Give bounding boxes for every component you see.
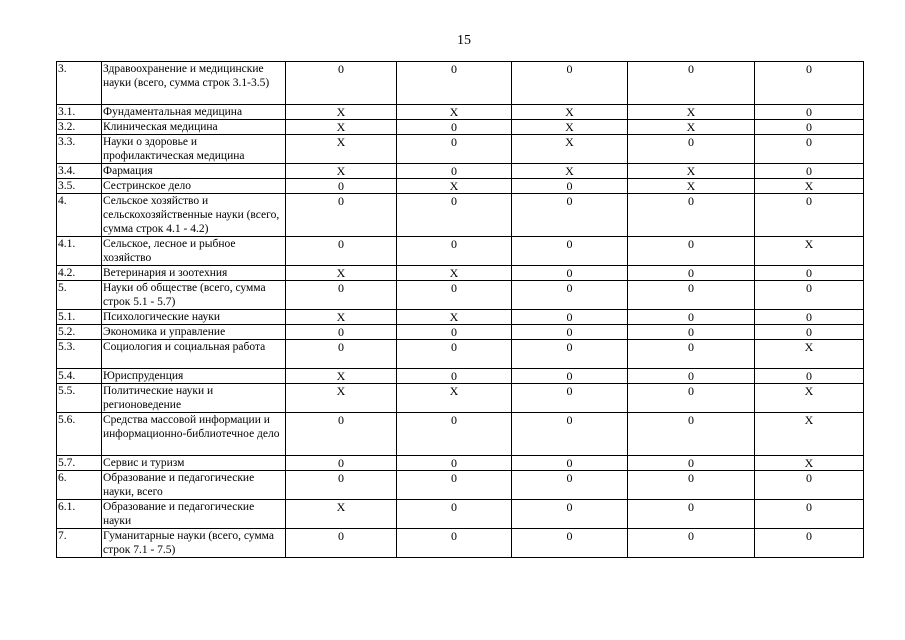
row-number-cell: 6. xyxy=(57,471,102,500)
table-row xyxy=(57,237,864,266)
value-cell: 0 xyxy=(628,500,755,529)
value-cell: X xyxy=(755,384,864,413)
value-cell: 0 xyxy=(512,384,628,413)
value-cell: X xyxy=(397,266,512,281)
row-number-cell: 7. xyxy=(57,529,102,558)
table-row xyxy=(57,266,864,281)
row-number-cell: 5.3. xyxy=(57,340,102,369)
row-name-cell: Сельское, лесное и рыбное хозяйство xyxy=(102,237,286,266)
value-cell: 0 xyxy=(397,120,512,135)
value-cell: 0 xyxy=(628,135,755,164)
value-cell: 0 xyxy=(286,456,397,471)
value-cell: 0 xyxy=(512,413,628,456)
value-cell: X xyxy=(755,237,864,266)
value-cell: X xyxy=(628,120,755,135)
value-cell: 0 xyxy=(755,164,864,179)
value-cell: 0 xyxy=(512,194,628,237)
row-number-cell: 4.1. xyxy=(57,237,102,266)
row-name-cell: Науки о здоровье и профилактическая медицина xyxy=(102,135,286,164)
value-cell: 0 xyxy=(512,179,628,194)
value-cell: 0 xyxy=(628,384,755,413)
value-cell: 0 xyxy=(628,266,755,281)
value-cell: X xyxy=(755,179,864,194)
value-cell: X xyxy=(755,340,864,369)
value-cell: X xyxy=(512,105,628,120)
value-cell: 0 xyxy=(628,529,755,558)
row-name-cell: Средства массовой информации и информационно-библиотечное дело xyxy=(102,413,286,456)
row-name-cell: Фундаментальная медицина xyxy=(102,105,286,120)
value-cell: X xyxy=(397,179,512,194)
row-name-cell: Образование и педагогические науки, всего xyxy=(102,471,286,500)
value-cell: 0 xyxy=(286,179,397,194)
row-name-cell: Политические науки и регионоведение xyxy=(102,384,286,413)
value-cell: 0 xyxy=(397,237,512,266)
value-cell: 0 xyxy=(755,62,864,105)
value-cell: X xyxy=(286,384,397,413)
value-cell: 0 xyxy=(628,194,755,237)
row-name-cell: Сервис и туризм xyxy=(102,456,286,471)
table-row xyxy=(57,164,864,179)
value-cell: 0 xyxy=(286,529,397,558)
value-cell: 0 xyxy=(628,340,755,369)
value-cell: 0 xyxy=(286,62,397,105)
row-name-cell: Ветеринария и зоотехния xyxy=(102,266,286,281)
row-number-cell: 3.4. xyxy=(57,164,102,179)
value-cell: 0 xyxy=(397,456,512,471)
value-cell: X xyxy=(628,164,755,179)
value-cell: 0 xyxy=(628,281,755,310)
value-cell: 0 xyxy=(397,529,512,558)
row-number-cell: 5.6. xyxy=(57,413,102,456)
value-cell: 0 xyxy=(286,325,397,340)
value-cell: 0 xyxy=(755,325,864,340)
page-number: 15 xyxy=(457,33,471,48)
value-cell: X xyxy=(286,164,397,179)
table-row xyxy=(57,120,864,135)
value-cell: 0 xyxy=(286,471,397,500)
value-cell: 0 xyxy=(286,413,397,456)
table-row xyxy=(57,62,864,105)
value-cell: X xyxy=(755,413,864,456)
row-number-cell: 5.1. xyxy=(57,310,102,325)
row-number-cell: 3.1. xyxy=(57,105,102,120)
value-cell: 0 xyxy=(397,164,512,179)
row-number-cell: 5.2. xyxy=(57,325,102,340)
row-number-cell: 3.5. xyxy=(57,179,102,194)
value-cell: X xyxy=(755,456,864,471)
value-cell: 0 xyxy=(512,266,628,281)
table-row xyxy=(57,135,864,164)
value-cell: 0 xyxy=(286,340,397,369)
row-name-cell: Сельское хозяйство и сельскохозяйственные науки (всего, сумма строк 4.1 - 4.2) xyxy=(102,194,286,237)
row-name-cell: Гуманитарные науки (всего, сумма строк 7.1 - 7.5) xyxy=(102,529,286,558)
value-cell: X xyxy=(397,310,512,325)
value-cell: 0 xyxy=(755,266,864,281)
value-cell: X xyxy=(512,135,628,164)
value-cell: 0 xyxy=(512,281,628,310)
value-cell: X xyxy=(286,105,397,120)
value-cell: X xyxy=(286,500,397,529)
value-cell: 0 xyxy=(397,325,512,340)
value-cell: 0 xyxy=(286,237,397,266)
value-cell: 0 xyxy=(755,529,864,558)
table-row xyxy=(57,413,864,456)
value-cell: 0 xyxy=(286,194,397,237)
value-cell: 0 xyxy=(397,413,512,456)
value-cell: 0 xyxy=(628,310,755,325)
value-cell: 0 xyxy=(628,471,755,500)
value-cell: 0 xyxy=(397,281,512,310)
row-name-cell: Экономика и управление xyxy=(102,325,286,340)
row-name-cell: Науки об обществе (всего, сумма строк 5.1 - 5.7) xyxy=(102,281,286,310)
row-name-cell: Клиническая медицина xyxy=(102,120,286,135)
value-cell: X xyxy=(397,384,512,413)
row-name-cell: Фармация xyxy=(102,164,286,179)
value-cell: 0 xyxy=(755,120,864,135)
row-name-cell: Сестринское дело xyxy=(102,179,286,194)
table-row xyxy=(57,529,864,558)
value-cell: 0 xyxy=(512,471,628,500)
row-number-cell: 6.1. xyxy=(57,500,102,529)
table-row xyxy=(57,369,864,384)
table-row xyxy=(57,310,864,325)
table-row xyxy=(57,384,864,413)
value-cell: X xyxy=(628,179,755,194)
value-cell: 0 xyxy=(397,135,512,164)
report-table xyxy=(56,61,864,558)
value-cell: 0 xyxy=(755,500,864,529)
table-row xyxy=(57,281,864,310)
table-row xyxy=(57,500,864,529)
row-name-cell: Образование и педагогические науки xyxy=(102,500,286,529)
report-table-body xyxy=(57,62,864,558)
row-name-cell: Здравоохранение и медицинские науки (всего, сумма строк 3.1-3.5) xyxy=(102,62,286,105)
value-cell: 0 xyxy=(755,135,864,164)
row-name-cell: Социология и социальная работа xyxy=(102,340,286,369)
row-number-cell: 4. xyxy=(57,194,102,237)
value-cell: X xyxy=(286,120,397,135)
row-number-cell: 5.4. xyxy=(57,369,102,384)
value-cell: 0 xyxy=(512,325,628,340)
value-cell: X xyxy=(397,105,512,120)
value-cell: 0 xyxy=(397,194,512,237)
value-cell: 0 xyxy=(628,62,755,105)
table-row xyxy=(57,194,864,237)
value-cell: 0 xyxy=(755,105,864,120)
value-cell: X xyxy=(286,266,397,281)
row-number-cell: 3.2. xyxy=(57,120,102,135)
value-cell: X xyxy=(286,369,397,384)
table-row xyxy=(57,105,864,120)
value-cell: X xyxy=(286,135,397,164)
value-cell: X xyxy=(286,310,397,325)
value-cell: 0 xyxy=(512,369,628,384)
value-cell: X xyxy=(512,164,628,179)
value-cell: 0 xyxy=(512,529,628,558)
value-cell: X xyxy=(628,105,755,120)
value-cell: 0 xyxy=(512,456,628,471)
value-cell: 0 xyxy=(512,310,628,325)
row-number-cell: 5.7. xyxy=(57,456,102,471)
value-cell: 0 xyxy=(512,340,628,369)
value-cell: 0 xyxy=(397,62,512,105)
row-number-cell: 5.5. xyxy=(57,384,102,413)
table-row xyxy=(57,340,864,369)
value-cell: 0 xyxy=(397,471,512,500)
row-name-cell: Юриспруденция xyxy=(102,369,286,384)
value-cell: 0 xyxy=(397,369,512,384)
value-cell: 0 xyxy=(628,369,755,384)
table-row xyxy=(57,325,864,340)
value-cell: 0 xyxy=(755,281,864,310)
value-cell: 0 xyxy=(512,237,628,266)
value-cell: 0 xyxy=(628,237,755,266)
value-cell: 0 xyxy=(628,413,755,456)
row-number-cell: 5. xyxy=(57,281,102,310)
value-cell: 0 xyxy=(755,369,864,384)
table-row xyxy=(57,471,864,500)
row-name-cell: Психологические науки xyxy=(102,310,286,325)
value-cell: 0 xyxy=(755,194,864,237)
value-cell: 0 xyxy=(628,325,755,340)
row-number-cell: 3. xyxy=(57,62,102,105)
row-number-cell: 4.2. xyxy=(57,266,102,281)
value-cell: 0 xyxy=(286,281,397,310)
value-cell: 0 xyxy=(512,500,628,529)
row-number-cell: 3.3. xyxy=(57,135,102,164)
table-row xyxy=(57,179,864,194)
value-cell: 0 xyxy=(397,500,512,529)
table-row xyxy=(57,456,864,471)
value-cell: X xyxy=(512,120,628,135)
value-cell: 0 xyxy=(755,310,864,325)
value-cell: 0 xyxy=(628,456,755,471)
value-cell: 0 xyxy=(397,340,512,369)
value-cell: 0 xyxy=(755,471,864,500)
value-cell: 0 xyxy=(512,62,628,105)
